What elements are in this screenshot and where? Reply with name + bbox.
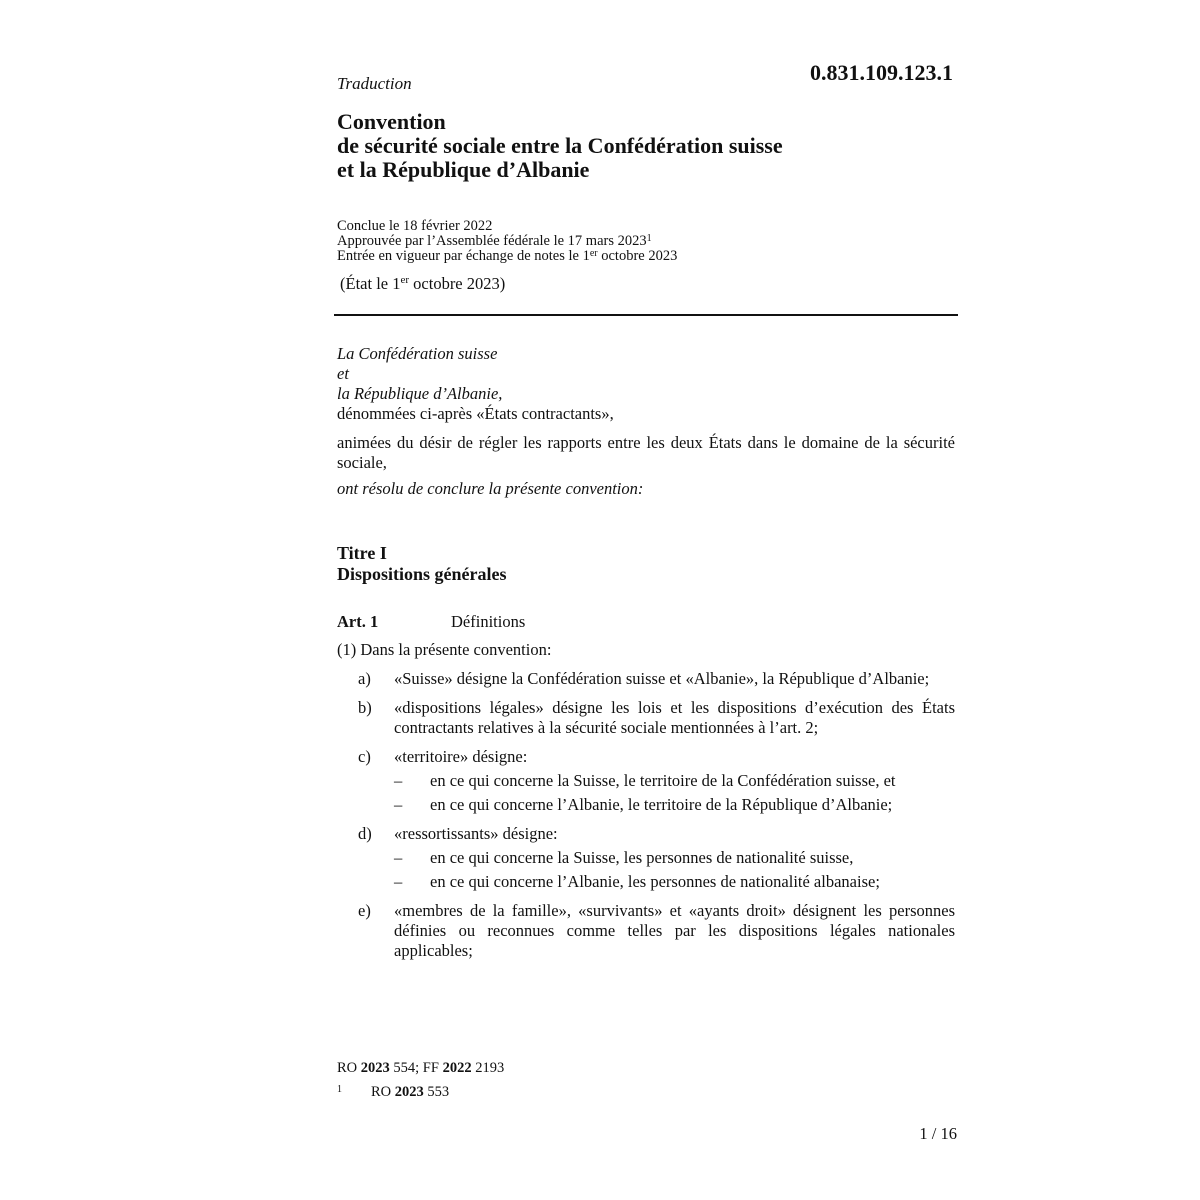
title-line-3: et la République d’Albanie: [337, 157, 590, 182]
title-line-2: de sécurité sociale entre la Confédération suisse: [337, 133, 783, 158]
translation-label: Traduction: [337, 74, 412, 93]
conjunction: et: [337, 364, 349, 383]
article-title: Définitions: [451, 612, 526, 631]
title-heading: [337, 543, 507, 585]
party-2: la République d’Albanie,: [337, 384, 503, 403]
sub-item: – en ce qui concerne la Suisse, les personnes de nationalité suisse,: [394, 848, 854, 867]
paragraph-1: (1) Dans la présente convention:: [337, 640, 552, 659]
source-reference: RO 2023 554; FF 2022 2193: [337, 1060, 505, 1076]
title-line-1: Convention: [337, 109, 446, 134]
list-item: d) «ressortissants» désigne: – en ce qui concerne la Suisse, les personnes de nationalité suisse, – en ce qui concerne l’Albanie, les personnes de nationalité albanaise;: [337, 824, 955, 892]
list-item: e) «membres de la famille», «survivants» et «ayants droit» désignent les personnes définies ou reconnues comme telles par les dispositions légales nationales applicables;: [358, 901, 955, 960]
list-item: a) «Suisse» désigne la Confédération suisse et «Albanie», la République d’Albanie;: [358, 669, 930, 688]
document-dates: [337, 219, 677, 264]
sub-item: – en ce qui concerne l’Albanie, le territoire de la République d’Albanie;: [394, 795, 893, 814]
footnote-1: 1 RO 2023 553: [337, 1084, 450, 1100]
resolved-clause: ont résolu de conclure la présente convention:: [337, 479, 644, 498]
title-name: Dispositions générales: [337, 564, 507, 584]
sub-item: – en ce qui concerne l’Albanie, les personnes de nationalité albanaise;: [394, 872, 880, 891]
party-1: La Confédération suisse: [337, 344, 498, 363]
named-parties: dénommées ci-après «États contractants»,: [337, 404, 614, 423]
title-number: Titre I: [337, 543, 387, 563]
systematic-number: 0.831.109.123.1: [810, 60, 953, 85]
footnote-ref-1[interactable]: 1: [646, 233, 652, 244]
document-title: [337, 110, 783, 182]
list-item: b) «dispositions légales» désigne les lois et les dispositions d’exécution des États contractants relatives à la sécurité sociale mentionnées à l’art. 2;: [358, 698, 955, 737]
concluded-date: Conclue le 18 février 2022: [337, 218, 493, 234]
article-heading: [337, 612, 525, 632]
sub-item: – en ce qui concerne la Suisse, le territoire de la Confédération suisse, et: [394, 771, 896, 790]
state-date: (État le 1er octobre 2023): [340, 274, 506, 293]
header-divider: [334, 314, 958, 316]
article-number: Art. 1: [337, 612, 379, 631]
list-item: c) «territoire» désigne: – en ce qui concerne la Suisse, le territoire de la Confédération suisse, et – en ce qui concerne l’Albanie, le territoire de la République d’Albanie;: [337, 747, 955, 815]
footnotes: [337, 1058, 504, 1103]
entry-into-force: Entrée en vigueur par échange de notes le 1er octobre 2023: [337, 248, 678, 264]
article-body: [337, 640, 955, 961]
document-page: [337, 0, 957, 1200]
preamble: [337, 344, 955, 499]
page-number: 1 / 16: [919, 1124, 957, 1143]
desire-clause: animées du désir de régler les rapports entre les deux États dans le domaine de la sécurité sociale,: [337, 433, 955, 472]
approval-date: Approuvée par l’Assemblée fédérale le 17 mars 2023$^1$: [337, 233, 652, 249]
